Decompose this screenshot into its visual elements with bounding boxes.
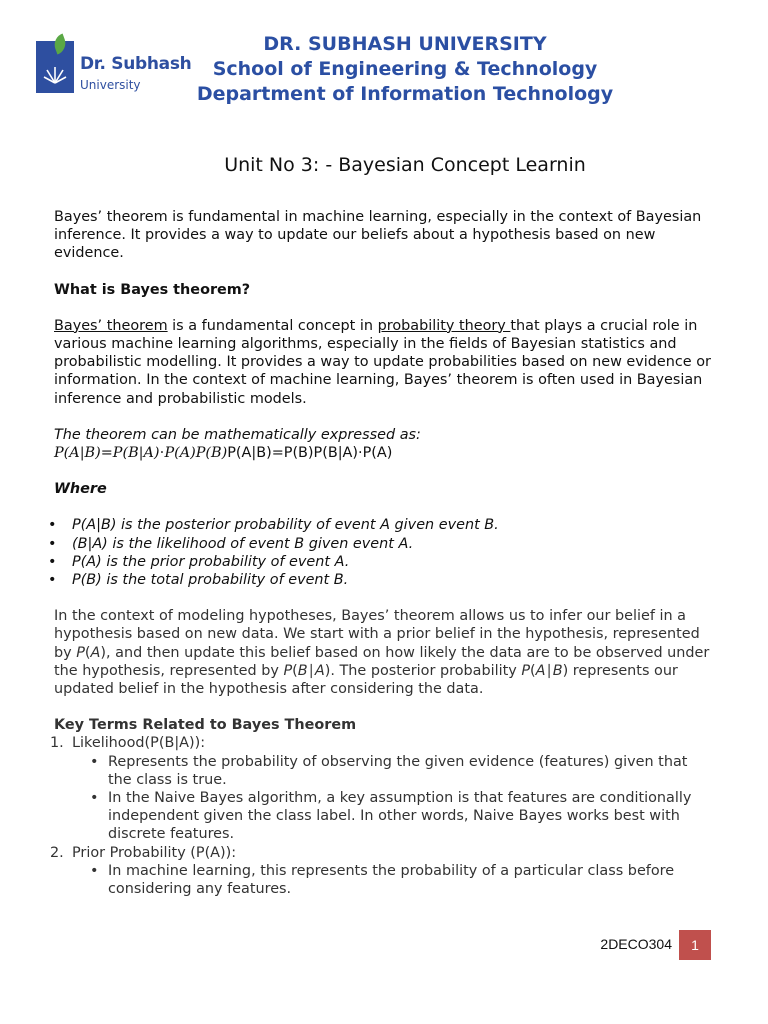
where-list bbox=[48, 516, 714, 589]
bullet-icon: • bbox=[90, 862, 99, 879]
intro-paragraph: Bayes’ theorem is fundamental in machine learning, especially in the context of Bayesian inference. It provides a way to update our beliefs about a hypothesis based on new evidence. bbox=[54, 209, 702, 262]
key-terms-heading: Key Terms Related to Bayes Theorem bbox=[54, 717, 357, 734]
document-body bbox=[48, 208, 714, 898]
university-logo bbox=[36, 38, 192, 96]
school-name: School of Engineering & Technology bbox=[212, 58, 598, 80]
department-name: Department of Information Technology bbox=[196, 83, 614, 105]
institution-titles bbox=[170, 32, 640, 107]
page-number-badge: 1 bbox=[679, 930, 711, 960]
section-heading-what: What is Bayes theorem? bbox=[54, 281, 251, 298]
bullet-icon: • bbox=[90, 753, 99, 770]
list-item: • In the Naive Bayes algorithm, a key assumption is that features are conditionally independent given the class label. In other words, Naive Bayes works best with discrete features. bbox=[90, 790, 692, 843]
key-term-bullets bbox=[72, 753, 714, 844]
logo-name: Dr. Subhash bbox=[80, 54, 192, 74]
list-number: 2. bbox=[50, 844, 64, 861]
key-term-item bbox=[50, 734, 714, 843]
university-name: DR. SUBHASH UNIVERSITY bbox=[263, 33, 547, 55]
formula-text: P(A|B)=P(B)P(B|A)⋅P(A) bbox=[227, 445, 393, 462]
list-item: • P(A) is the prior probability of event A. bbox=[48, 553, 350, 570]
list-item: • Represents the probability of observing the given evidence (features) given that the class is true. bbox=[90, 753, 688, 788]
list-item: • (B|A) is the likelihood of event B given event A. bbox=[48, 535, 414, 552]
list-item: • P(A|B) is the posterior probability of event A given event B. bbox=[48, 517, 499, 534]
logo-subtitle: University bbox=[80, 78, 141, 92]
bullet-icon: • bbox=[48, 553, 57, 570]
key-term-bullets bbox=[72, 862, 714, 898]
key-term-label: Prior Probability (P(A)): bbox=[72, 844, 237, 861]
formula-intro: The theorem can be mathematically expressed as: bbox=[54, 426, 421, 443]
key-term-label: Likelihood(P(B|A)): bbox=[72, 735, 206, 752]
key-term-item bbox=[50, 844, 714, 899]
list-item: • P(B) is the total probability of event B. bbox=[48, 572, 349, 589]
bullet-icon: • bbox=[90, 790, 99, 807]
probability-theory-link[interactable]: probability theory bbox=[377, 317, 511, 334]
course-code: 2DECO304 bbox=[600, 936, 672, 952]
list-number: 1. bbox=[50, 735, 64, 752]
list-item: • In machine learning, this represents the probability of a particular class before considering any features. bbox=[90, 862, 675, 898]
document-header bbox=[0, 0, 768, 120]
bayes-theorem-link[interactable]: Bayes’ theorem bbox=[54, 317, 168, 334]
bullet-icon: • bbox=[48, 572, 57, 589]
formula-rendered: P(A|B)=P(B|A)⋅P(A)P(B) bbox=[54, 445, 228, 462]
unit-title: Unit No 3: - Bayesian Concept Learnin bbox=[224, 154, 586, 176]
where-heading: Where bbox=[54, 481, 107, 498]
bullet-icon: • bbox=[48, 535, 57, 552]
context-paragraph: In the context of modeling hypotheses, Bayes’ theorem allows us to infer our belief in a hypothesis based on new data. We start with a prior belief in the hypothesis, represented by P(A), and then update this belief based on how likely the data are to be observed under the hypothesis, represented by P(B∣A). The posterior probability P(A∣B) represents our updated belief in the hypothesis after considering the data. bbox=[54, 608, 710, 698]
bayes-formula bbox=[54, 444, 714, 462]
definition-paragraph: Bayes’ theorem is a fundamental concept in probability theory that plays a crucial role in various machine learning algorithms, especially in the fields of Bayesian statistics and probabilistic modelling. It provides a way to update probabilities based on new evidence or information. In the context of machine learning, Bayes’ theorem is often used in Bayesian inference and probabilistic models. bbox=[54, 317, 711, 407]
bullet-icon: • bbox=[48, 517, 57, 534]
key-terms-list bbox=[50, 734, 714, 898]
sunburst-icon bbox=[42, 63, 68, 85]
